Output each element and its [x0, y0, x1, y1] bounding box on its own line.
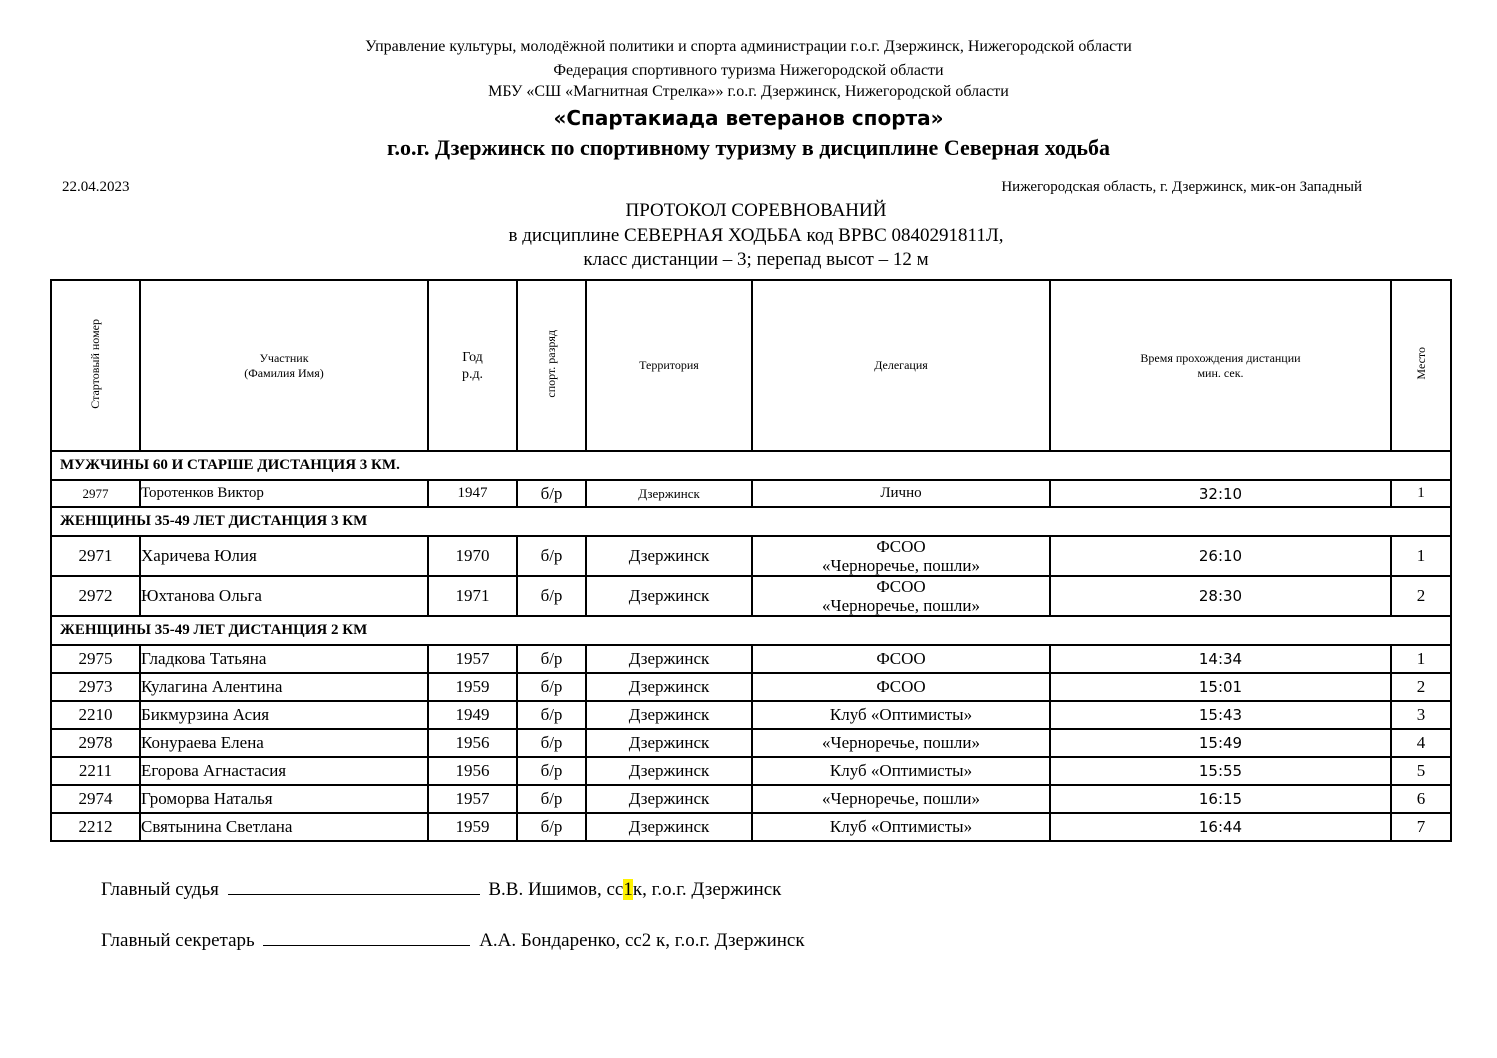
header-federation: Федерация спортивного туризма Нижегородской области	[553, 62, 944, 79]
table-row: 2212 Святынина Светлана 1959 б/р Дзержинск Клуб «Оптимисты» 16:44 7	[51, 813, 1451, 841]
signature-line	[228, 876, 480, 895]
event-date: 22.04.2023	[62, 179, 130, 195]
table-row: 2974 Громорва Наталья 1957 б/р Дзержинск «Черноречье, пошли» 16:15 6	[51, 785, 1451, 813]
col-header-rank: спорт. разряд	[517, 280, 586, 451]
header-organization: Управление культуры, молодёжной политики и спорта администрации г.о.г. Дзержинск, Нижегородской области	[365, 38, 1132, 55]
protocol-title: ПРОТОКОЛ СОРЕВНОВАНИЙ	[625, 200, 887, 221]
chief-secretary-label: Главный секретарь	[101, 930, 255, 951]
highlight-mark: 1	[623, 879, 633, 900]
event-location: Нижегородская область, г. Дзержинск, мик-он Западный	[1001, 179, 1362, 195]
results-table	[50, 279, 1452, 842]
chief-judge-name: В.В. Ишимов, сс1к, г.о.г. Дзержинск	[488, 879, 782, 900]
section-header: ЖЕНЩИНЫ 35-49 ЛЕТ ДИСТАНЦИЯ 2 КМ	[51, 616, 1451, 645]
col-header-place: Место	[1391, 280, 1451, 451]
chief-judge-label: Главный судья	[101, 879, 219, 900]
section-header: ЖЕНЩИНЫ 35-49 ЛЕТ ДИСТАНЦИЯ 3 КМ	[51, 507, 1451, 536]
event-title: «Спартакиада ветеранов спорта»	[553, 106, 944, 130]
chief-secretary-signature	[101, 927, 805, 952]
chief-secretary-name: А.А. Бондаренко, сс2 к, г.о.г. Дзержинск	[479, 930, 805, 951]
table-row: 2971 Харичева Юлия 1970 б/р Дзержинск ФСОО «Черноречье, пошли» 26:10 1	[51, 536, 1451, 576]
col-header-year: Год р.д.	[428, 280, 517, 451]
table-header-row	[51, 280, 1451, 451]
col-header-participant: Участник (Фамилия Имя)	[140, 280, 428, 451]
table-row: 2977 Торотенков Виктор 1947 б/р Дзержинск Лично 32:10 1	[51, 480, 1451, 507]
chief-judge-signature	[101, 876, 781, 901]
table-row: 2972 Юхтанова Ольга 1971 б/р Дзержинск ФСОО «Черноречье, пошли» 28:30 2	[51, 576, 1451, 616]
event-subtitle: г.о.г. Дзержинск по спортивному туризму в дисциплине Северная ходьба	[386, 135, 1110, 160]
header-school: МБУ «СШ «Магнитная Стрелка»» г.о.г. Дзержинск, Нижегородской области	[488, 83, 1009, 100]
table-row: 2211 Егорова Агнастасия 1956 б/р Дзержинск Клуб «Оптимисты» 15:55 5	[51, 757, 1451, 785]
col-header-territory: Территория	[586, 280, 752, 451]
table-row: 2978 Конураева Елена 1956 б/р Дзержинск «Черноречье, пошли» 15:49 4	[51, 729, 1451, 757]
col-header-start-number: Стартовый номер	[51, 280, 140, 451]
col-header-time: Время прохождения дистанции мин. сек.	[1050, 280, 1391, 451]
table-row: 2975 Гладкова Татьяна 1957 б/р Дзержинск ФСОО 14:34 1	[51, 645, 1451, 673]
table-row: 2210 Бикмурзина Асия 1949 б/р Дзержинск Клуб «Оптимисты» 15:43 3	[51, 701, 1451, 729]
protocol-discipline: в дисциплине СЕВЕРНАЯ ХОДЬБА код ВРВС 0840291811Л,	[508, 225, 1004, 246]
col-header-delegation: Делегация	[752, 280, 1050, 451]
section-header: МУЖЧИНЫ 60 И СТАРШЕ ДИСТАНЦИЯ 3 КМ.	[51, 451, 1451, 480]
table-row: 2973 Кулагина Алентина 1959 б/р Дзержинск ФСОО 15:01 2	[51, 673, 1451, 701]
protocol-class-info: класс дистанции – 3; перепад высот – 12 м	[583, 249, 929, 270]
signature-line	[263, 927, 470, 946]
